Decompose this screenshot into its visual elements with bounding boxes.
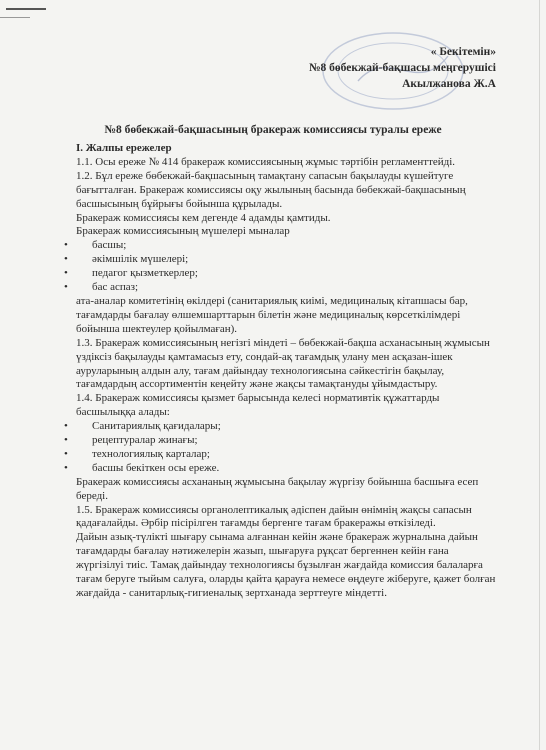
list-item: • педагог қызметкерлер; [76, 267, 496, 281]
list-item: • басшы; [76, 239, 496, 253]
paragraph-1-2: 1.2. Бұл ереже бөбекжай-бақшасының тамақтану сапасын бақылауды күшейтуге бағытталған. Бракераж комиссиясы оқу жылының басында бөбекжай-бақшасының басшысының бұйрығы бойынша құрылады. [76, 169, 466, 210]
corner-mark [6, 8, 46, 10]
approval-name: Акылжанова Ж.А [402, 78, 496, 90]
paragraph-1-5: 1.5. Бракераж комиссиясы органолептикалық әдіспен дайын өнімнің жақсы сапасын қадағалайды. Әрбір пісірілген тағамды бергенге тағам бракеражы өткізіледі. [76, 503, 472, 530]
list-item: • технологиялық карталар; [76, 448, 496, 462]
paragraph-1-4: 1.4. Бракераж комиссиясы қызмет барысында келесі нормативтік құжаттарды басшылыққа алады: [76, 392, 440, 419]
documents-list [76, 420, 496, 476]
paragraph-parents: ата-аналар комитетінің өкілдері (санитариялық киімі, медициналық кітапшасы бар, тағамдарды бағалау өлшемшарттарын білетін және медициналық көрсеткілімдері бойынша шектеулер қойылмаған). [76, 294, 468, 335]
section-heading: I. Жалпы ережелер [76, 142, 172, 154]
paragraph-members-intro: Бракераж комиссиясының мүшелері мыналар [76, 225, 290, 238]
list-item: • басшы бекіткен осы ереже. [76, 462, 496, 476]
list-item: • рецептуралар жинағы; [76, 434, 496, 448]
list-item: • Санитариялық қағидалары; [76, 420, 496, 434]
approval-position: №8 бөбекжай-бақшасы меңгерушісі [308, 62, 496, 74]
members-list [76, 239, 496, 295]
paragraph-members-count: Бракераж комиссиясы кем дегенде 4 адамды қамтиды. [76, 211, 331, 224]
paragraph-1-1: 1.1. Осы ереже № 414 бракераж комиссиясының жұмыс тәртібін регламенттейді. [76, 155, 456, 168]
corner-mark-thin [0, 17, 30, 18]
list-item: • бас аспаз; [76, 281, 496, 295]
paragraph-release: Дайын азық-түлікті шығару сынама алғаннан кейін және бракераж журналына дайын тағамдарды бағалау нәтижелерін жазып, шығаруға рұқсат бергеннен кейін ғана жүргізілуі тиіс. Тамақ дайындау технологиясы бұзылған жағдайда комиссия балаларға тағам беруге тыйым салуға, оларды қайта қарауға немесе өңдеуге жіберуге, қажет болған жағдайда - санитарлық-гигиеналық зертханада зерттеуге міндетті. [76, 531, 496, 599]
page-edge-line [539, 0, 540, 750]
paragraph-1-3: 1.3. Бракераж комиссиясының негізгі міндеті – бөбекжай-бақша асханасының жұмысын үздіксіз бақылауды қамтамасыз ету, сондай-ақ тағамдық улану мен асқазан-ішек ауруларының алдын алу, тағам дайындау технологиясына сәйкестігін бақылау, тағамдардың ассортиментін кеңейту және жақсы тамақтануды ұйымдастыру. [76, 336, 490, 391]
list-item: • әкімшілік мүшелері; [76, 253, 496, 267]
approval-heading: « Бекітемін» [430, 46, 496, 58]
document-title: №8 бөбекжай-бақшасының бракераж комиссиясы туралы ереже [104, 124, 442, 136]
document-body [76, 142, 496, 601]
approval-block [309, 44, 496, 92]
paragraph-report: Бракераж комиссиясы асхананың жұмысына бақылау жүргізу бойынша басшыға есеп береді. [76, 475, 479, 502]
